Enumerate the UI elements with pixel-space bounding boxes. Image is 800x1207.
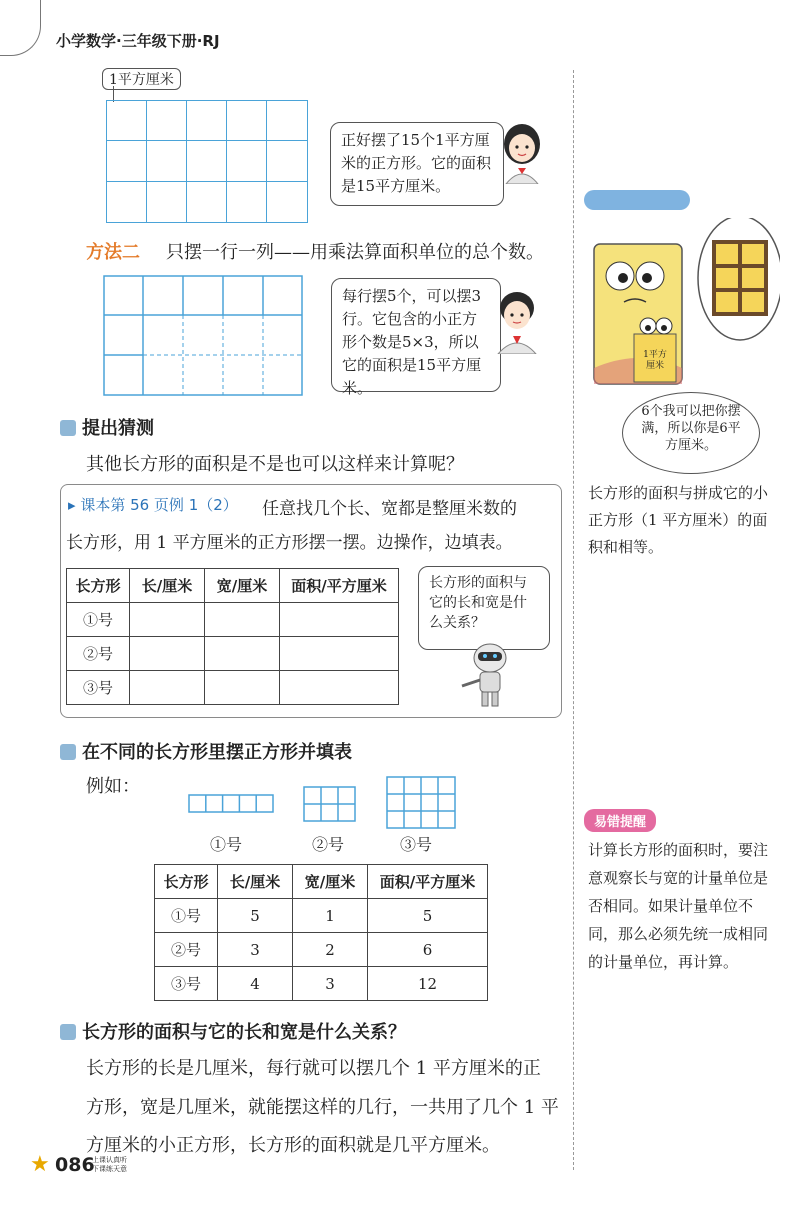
method2-tag: 方法二 (86, 242, 140, 263)
girl-speech-bubble: 正好摆了15个1平方厘米的正方形。它的面积是15平方厘米。 (330, 122, 504, 206)
section-icon (60, 744, 76, 760)
footer-motto: 上课认真听 下课练天意 (92, 1156, 127, 1173)
section-icon (60, 420, 76, 436)
table-cell: 5 (218, 899, 293, 933)
shape-3 (386, 776, 456, 834)
page-header-title: 小学数学·三年级下册·RJ (56, 32, 220, 50)
cartoon-unit-label: 1平方厘米 (643, 350, 667, 371)
table-cell: 5 (368, 899, 488, 933)
table-cell[interactable] (205, 671, 280, 705)
table-cell[interactable] (130, 637, 205, 671)
table-header: 长/厘米 (218, 865, 293, 899)
sidebar-tag-1 (584, 190, 690, 210)
sidebar-tag-2: 易错提醒 (584, 809, 656, 832)
page-number: 086 (55, 1154, 95, 1176)
example-label: 例如： (86, 776, 140, 797)
example-text-line2: 长方形，用 1 平方厘米的正方形摆一摆。边操作，边填表。 (66, 533, 513, 553)
fill-heading: 在不同的长方形里摆正方形并填表 (60, 738, 352, 764)
table-cell: 3 (218, 933, 293, 967)
filled-table (154, 864, 488, 1001)
table-cell: ①号 (67, 603, 130, 637)
shape-2 (303, 786, 357, 827)
table-cell: 2 (293, 933, 368, 967)
girl-avatar (498, 122, 546, 184)
example-text-line1: 任意找几个长、宽都是整厘米数的 (262, 499, 517, 519)
relation-line1: 长方形的长是几厘米，每行就可以摆几个 1 平方厘米的正 (86, 1058, 541, 1079)
table-cell: 6 (368, 933, 488, 967)
boy-avatar (492, 288, 542, 354)
cartoon-speech-bubble: 6个我可以把你摆满，所以你是6平方厘米。 (622, 392, 760, 474)
table-cell[interactable] (280, 603, 399, 637)
table-cell: ①号 (155, 899, 218, 933)
star-icon: ★ (30, 1152, 50, 1177)
table-header: 宽/厘米 (293, 865, 368, 899)
shape-label-3: ③号 (400, 835, 433, 854)
table-cell[interactable] (130, 603, 205, 637)
table-header: 面积/平方厘米 (368, 865, 488, 899)
table-cell: 3 (293, 967, 368, 1001)
method2-text: 只摆一行一列——用乘法算面积单位的总个数。 (166, 242, 544, 263)
table-header: 长/厘米 (130, 569, 205, 603)
table-cell: ③号 (155, 967, 218, 1001)
guess-heading: 提出猜测 (60, 414, 154, 440)
table-cell: 1 (293, 899, 368, 933)
table-cell: 4 (218, 967, 293, 1001)
table-cell[interactable] (205, 603, 280, 637)
relation-line2: 方形，宽是几厘米，就能摆这样的几行，一共用了几个 1 平 (86, 1097, 559, 1118)
table-cell[interactable] (205, 637, 280, 671)
column-divider (573, 70, 574, 1170)
shape-label-2: ②号 (312, 835, 345, 854)
table-cell: ③号 (67, 671, 130, 705)
table-cell[interactable] (130, 671, 205, 705)
table-cell: ②号 (155, 933, 218, 967)
robot-speech-bubble: 长方形的面积与它的长和宽是什么关系？ (418, 566, 550, 650)
table-row (155, 899, 488, 933)
table-cell[interactable] (280, 671, 399, 705)
table-header: 长方形 (67, 569, 130, 603)
table-cell: ②号 (67, 637, 130, 671)
unit-label: 1平方厘米 (102, 68, 181, 90)
relation-heading: 长方形的面积与它的长和宽是什么关系？ (60, 1018, 406, 1044)
header-corner-line (0, 0, 41, 56)
sidebar-note-1: 长方形的面积与拼成它的小正方形（1 平方厘米）的面积和相等。 (588, 484, 769, 556)
table-header: 面积/平方厘米 (280, 569, 399, 603)
boy-speech-bubble: 每行摆5个，可以摆3行。它包含的小正方形个数是5×3，所以它的面积是15平方厘米。 (331, 278, 501, 392)
empty-table (66, 568, 399, 705)
table-header: 宽/厘米 (205, 569, 280, 603)
relation-line3: 方厘米的小正方形，长方形的面积就是几平方厘米。 (86, 1135, 500, 1156)
example-ref: ▸ 课本第 56 页例 1（2） (68, 496, 238, 514)
robot-avatar (458, 640, 518, 710)
grid-full-5x3 (106, 100, 308, 223)
triangle-icon: ▸ (68, 496, 81, 514)
section-icon (60, 1024, 76, 1040)
sidebar-note-2: 计算长方形的面积时，要注意观察长与宽的计量单位是否相同。如果计量单位不同，那么必须先统一成相同的计量单位，再计算。 (588, 841, 769, 971)
shape-1 (188, 794, 274, 818)
shape-label-1: ①号 (210, 835, 243, 854)
grid-row-column (103, 275, 303, 396)
table-header: 长方形 (155, 865, 218, 899)
table-row (155, 933, 488, 967)
table-cell[interactable] (280, 637, 399, 671)
table-row (155, 967, 488, 1001)
guess-question: 其他长方形的面积是不是也可以这样来计算呢？ (86, 454, 464, 475)
table-cell: 12 (368, 967, 488, 1001)
